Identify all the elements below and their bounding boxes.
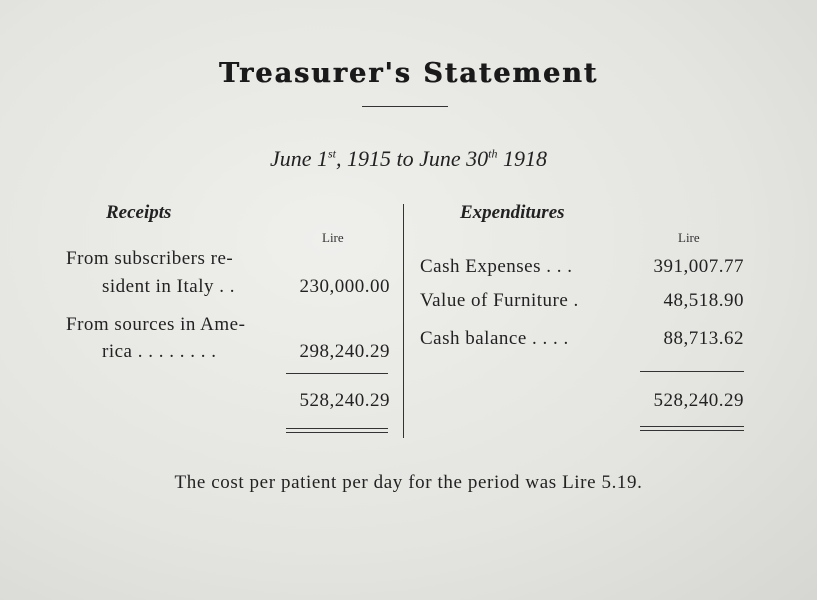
receipts-sum-rule <box>286 373 388 374</box>
expenditure-label: Cash balance . . . . <box>420 328 569 349</box>
receipts-total: 528,240.29 <box>299 390 390 411</box>
expenditure-amount: 88,713.62 <box>663 328 744 349</box>
receipt-label-line2: sident in Italy . . <box>102 276 235 297</box>
expenditures-total-double-rule <box>640 426 744 431</box>
expenditure-label: Cash Expenses . . . <box>420 256 573 277</box>
period-subtitle <box>0 146 817 172</box>
receipt-label-line2: rica . . . . . . . . <box>102 341 217 362</box>
period-end: 1918 <box>497 146 548 171</box>
receipt-label-line1: From subscribers re- <box>66 248 234 269</box>
receipt-amount: 298,240.29 <box>299 341 390 362</box>
period-start: June 1 <box>269 146 328 171</box>
cost-per-patient-note: The cost per patient per day for the period was Lire 5.19. <box>174 472 643 493</box>
expenditures-heading: Expenditures <box>460 202 565 223</box>
receipt-label-line1: From sources in Ame- <box>66 314 246 335</box>
expenditures-total: 528,240.29 <box>653 390 744 411</box>
period-start-suffix: st <box>328 146 337 161</box>
period-mid: , 1915 to June 30 <box>336 146 489 171</box>
receipts-unit: Lire <box>322 230 344 245</box>
expenditure-label: Value of Furniture . <box>420 290 579 311</box>
expenditure-amount: 48,518.90 <box>663 290 744 311</box>
expenditures-sum-rule <box>640 371 744 372</box>
title-underline <box>362 106 448 107</box>
expenditures-unit: Lire <box>678 230 700 245</box>
column-divider <box>403 204 404 438</box>
page-title: Treasurer's Statement <box>218 58 599 89</box>
receipts-heading: Receipts <box>106 202 172 223</box>
expenditure-amount: 391,007.77 <box>653 256 744 277</box>
receipts-total-double-rule <box>286 428 388 433</box>
receipt-amount: 230,000.00 <box>299 276 390 297</box>
period-end-suffix: th <box>488 146 498 161</box>
